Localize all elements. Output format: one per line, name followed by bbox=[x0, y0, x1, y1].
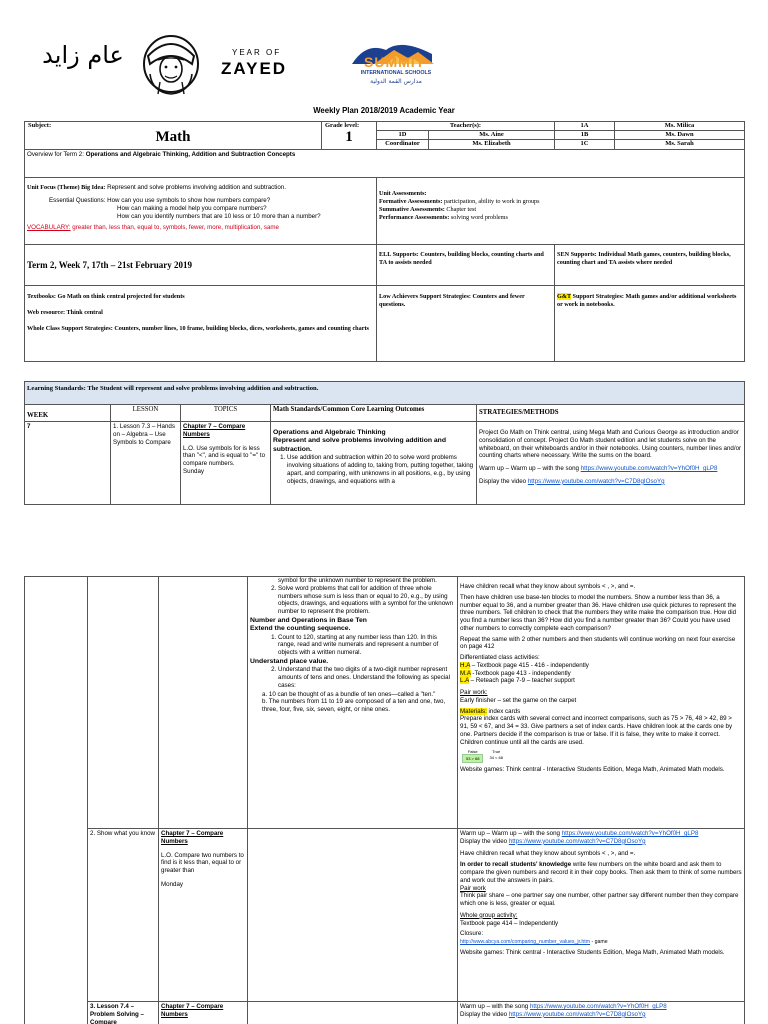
pair-work-2-label: Pair work bbox=[460, 884, 486, 892]
website-games-2-text: Website games: Think central - Interactive Students Edition, Mega Math, Animated Math models. bbox=[460, 948, 725, 956]
unit-focus-text: Represent and solve problems involving addition and subtraction. bbox=[107, 184, 286, 192]
summative-label: Summative Assessments: bbox=[379, 205, 445, 213]
essential-questions-label: Essential Questions: bbox=[49, 197, 106, 204]
place-value-a: a. 10 can be thought of as a bundle of ten ones—called a "ten." bbox=[262, 690, 436, 698]
teacher-1b: Ms. Dawn bbox=[615, 131, 745, 140]
topic-1-continued bbox=[159, 577, 248, 829]
topic-2-lo: L.O. Compare two numbers to find is it less than, equal to or greater than bbox=[161, 851, 244, 874]
sen-supports-cell: SEN Supports: Individual Math games, counters, building blocks, counting chart and TA assists where needed bbox=[555, 245, 745, 286]
index-cards-text: Prepare index cards with several correct and incorrect comparisons, such as 75 > 76, 48 > 42, 89 > 91, 59 < 67, and 34 = 33. Give partners a set of index cards. Have children look at the cards one by one. Partners decide if the comparison is true or false. If it is false, they write to make it correct. Children continue until all the cards are used. bbox=[460, 715, 733, 746]
international-schools-text: INTERNATIONAL SCHOOLS bbox=[360, 70, 432, 76]
header-lesson: LESSON bbox=[111, 405, 181, 422]
vocabulary-label: VOCABULARY: bbox=[27, 224, 71, 232]
place-value-b: b. The numbers from 11 to 19 are composed of a ten and one, two, three, four, five, six, seven, eight, or nine ones. bbox=[262, 698, 446, 714]
sheikh-zayed-portrait-icon bbox=[138, 34, 204, 96]
whole-class-support-text: Whole Class Support Strategies: Counters, number lines, 10 frame, building blocks, dices, worksheets, games and counting charts bbox=[27, 324, 369, 332]
gt-supports-text: Support Strategies: Math games and/or additional worksheets or work in notebooks. bbox=[557, 293, 737, 308]
nbt-subtitle: Extend the counting sequence. bbox=[250, 625, 351, 633]
topic-2-cell bbox=[159, 829, 248, 1002]
term-week-cell: Term 2, Week 7, 17th – 21st February 2019 bbox=[25, 245, 377, 286]
gt-highlight: G&T bbox=[557, 293, 571, 301]
unit-focus-cell bbox=[25, 178, 377, 245]
grade-value: 1 bbox=[345, 129, 353, 146]
recall-symbols-text: Have children recall what they know about symbols < , >, and =. bbox=[460, 583, 636, 590]
place-value-item-2: 2. Understand that the two digits of a two-digit number represent amounts of tens and ones. Understand the following as special cases: bbox=[278, 666, 455, 689]
year-of-text: YEAR OF bbox=[232, 48, 282, 57]
topic-2-day: Monday bbox=[161, 880, 184, 888]
strategy-1-intro: Project Go Math on Think central, using Mega Math and Curious George as introduction and/or consolidation of concept. Project Go Math student edition and let students solve on the whiteboard, on their whiteboards and/or in their notebooks. Using counters, number lines and/or counting charts where necessary. Write the sums on the board. bbox=[479, 429, 742, 460]
essential-question-1: How can you use symbols to show how numbers compare? bbox=[107, 197, 271, 204]
true-card: 34 < 68 bbox=[489, 755, 503, 761]
plan-table-page2 bbox=[24, 576, 745, 1024]
coordinator-name: Ms. Elizabeth bbox=[429, 140, 555, 150]
ma-text: -Textbook page 413 - independently bbox=[470, 669, 571, 677]
standards-3-cell bbox=[248, 1002, 458, 1024]
header-week: WEEK bbox=[25, 405, 111, 422]
warmup-2-text: Warm up – Warm up – with the song bbox=[460, 830, 560, 837]
grade-label: Grade level: bbox=[325, 122, 360, 129]
vocabulary-list: greater than, less than, equal to, symbols, fewer, more, multiplication, same bbox=[72, 224, 279, 232]
display-video-3-text: Display the video bbox=[460, 1010, 508, 1018]
closure-game-link[interactable]: http://www.abcya.com/comparing_number_values_jr.htm bbox=[460, 939, 591, 945]
early-finisher-text: Early finisher – set the game on the carpet bbox=[460, 696, 577, 704]
materials-text: index cards bbox=[486, 707, 521, 715]
page-title: Weekly Plan 2018/2019 Academic Year bbox=[313, 106, 455, 115]
true-false-cards-image bbox=[462, 749, 742, 763]
warmup-3-text: Warm up – with the song bbox=[460, 1003, 529, 1010]
strategies-continued-cell bbox=[458, 577, 745, 829]
teacher-1a: Ms. Milica bbox=[615, 122, 745, 131]
video-link-3[interactable]: https://www.youtube.com/watch?v=C7D8gIOsoYg bbox=[508, 1010, 646, 1018]
song-link[interactable]: https://www.youtube.com/watch?v=YhOf0H_gLP8 bbox=[580, 465, 718, 472]
standard-item-1-continued: symbol for the unknown number to represent the problem. bbox=[278, 577, 437, 584]
video-link[interactable]: https://www.youtube.com/watch?v=C7D8gIOsoYg bbox=[527, 477, 665, 485]
display-video-text: Display the video bbox=[479, 477, 527, 485]
info-table bbox=[24, 121, 745, 362]
summit-logo bbox=[342, 40, 450, 90]
class-1a: 1A bbox=[555, 122, 615, 131]
lesson-2-cell: 2. Show what you know bbox=[88, 829, 159, 1002]
closure-game-suffix: - game bbox=[590, 939, 608, 945]
order-recall-bold: In order to recall students' knowledge bbox=[460, 861, 572, 869]
overview-prefix: Overview for Term 2: bbox=[27, 151, 84, 159]
place-value-title: Understand place value. bbox=[250, 657, 329, 665]
strategies-1-cell bbox=[477, 422, 745, 505]
arabic-calligraphy: عام زايد bbox=[42, 41, 124, 69]
header-topics: TOPICS bbox=[181, 405, 271, 422]
overview-cell bbox=[25, 150, 745, 178]
gt-supports-cell bbox=[555, 286, 745, 362]
lesson-3-cell bbox=[88, 1002, 159, 1024]
pair-work-label: Pair work: bbox=[460, 689, 488, 696]
standard-item-1: 1. Use addition and subtraction within 20 to solve word problems involving situations of adding to, taking from, putting together, taking apart, and comparing, with unknowns in all positions, e.g., by using objects, drawings, and equations with a bbox=[287, 454, 474, 485]
zayed-text: ZAYED bbox=[221, 59, 288, 78]
la-text: – Reteach page 7-9 – teacher support bbox=[468, 677, 575, 685]
topic-1-lo: L.O. Use symbols for is less than "<", and is equal to "=" to compare numbers. bbox=[183, 444, 266, 467]
essential-question-3: How can you identify numbers that are 10 less or 10 more than a number? bbox=[117, 212, 321, 220]
class-1d: 1D bbox=[377, 131, 429, 140]
topic-3-cell bbox=[159, 1002, 248, 1024]
formative-text: participation, ability to work in groups bbox=[443, 198, 540, 205]
nbt-item-1: 1. Count to 120, starting at any number less than 120. In this range, read and write numerals and represent a number of objects with a written numeral. bbox=[278, 634, 455, 657]
repeat-text: Repeat the same with 2 other numbers and then students will continue working on next four exercise on page 412 bbox=[460, 635, 736, 651]
year-of-zayed-logo bbox=[30, 34, 320, 94]
resources-cell bbox=[25, 286, 377, 362]
unit-focus-label: Unit Focus (Theme) Big Idea: bbox=[27, 184, 106, 192]
recall-symbols-2-text: Have children recall what they know about symbols < , >, and =. bbox=[460, 849, 636, 857]
standard-item-2: 2. Solve word problems that call for addition of three whole numbers whose sum is less than or equal to 20, e.g., by using objects, drawings, and equations with a symbol for the unknown number to represent the problem. bbox=[278, 585, 455, 616]
assessments-cell bbox=[377, 178, 745, 245]
subject-label: Subject: bbox=[28, 122, 52, 129]
teachers-label: Teacher(s): bbox=[377, 122, 555, 131]
nbt-title: Number and Operations in Base Ten bbox=[250, 616, 367, 624]
false-card: 53 > 68 bbox=[462, 754, 483, 763]
true-label: True bbox=[492, 749, 501, 755]
learning-standards-row: Learning Standards: The Student will represent and solve problems involving addition and subtraction. bbox=[25, 382, 745, 405]
essential-question-2: How can making a model help you compare numbers? bbox=[117, 204, 267, 212]
lesson-1-cell bbox=[111, 422, 181, 505]
textbooks-text: Textbooks: Go Math on think central projected for students bbox=[27, 293, 185, 301]
subject-value: Math bbox=[155, 129, 191, 146]
performance-label: Performance Assessments: bbox=[379, 213, 450, 221]
oat-title: Operations and Algebraic Thinking bbox=[273, 429, 386, 436]
unit-assessments-label: Unit Assessments: bbox=[379, 190, 427, 198]
song-link-2[interactable]: https://www.youtube.com/watch?v=YhOf0H_gLP8 bbox=[561, 830, 699, 837]
display-video-2-text: Display the video bbox=[460, 837, 508, 845]
formative-label: Formative Assessments: bbox=[379, 198, 443, 205]
false-label: False bbox=[467, 749, 478, 755]
website-games-text: Website games: Think central - Interactive Students Edition, Mega Math, Animated Math models. bbox=[460, 766, 725, 774]
low-achievers-cell: Low Achievers Support Strategies: Counters and fewer questions. bbox=[377, 286, 555, 362]
standards-1-cell bbox=[271, 422, 477, 505]
topic-2-title: Chapter 7 – Compare Numbers bbox=[161, 830, 224, 845]
header-strategies: STRATEGIES/METHODS bbox=[477, 405, 745, 422]
closure-label: Closure: bbox=[460, 930, 484, 938]
subject-cell bbox=[25, 122, 322, 150]
standards-2-cell bbox=[248, 829, 458, 1002]
class-1c: 1C bbox=[555, 140, 615, 150]
textbook-414-text: Textbook page 414 – Independently bbox=[460, 919, 559, 927]
teacher-1c: Ms. Sarah bbox=[615, 140, 745, 150]
header-standards: Math Standards/Common Core Learning Outcomes bbox=[271, 405, 477, 422]
warmup-text: Warm up – Warm up – with the song bbox=[479, 465, 579, 472]
base-ten-text: Then have children use base-ten blocks to model the numbers. Show a number less than 36, a number equal to 36, and a number greater than 36. Have children use quick pictures to represent the three numbers. Tell children to check that the numbers they write make the comparison true. How did you find a number less than 36? How did you find a number greater than 36? Could you have used other numbers to correctly complete each comparison? bbox=[460, 593, 737, 632]
song-link-3[interactable]: https://www.youtube.com/watch?v=YhOf0H_gLP8 bbox=[529, 1003, 667, 1010]
lesson-3-title: 3. Lesson 7.4 – Problem Solving – Compare bbox=[90, 1003, 144, 1024]
summit-text: SUMMIT bbox=[364, 54, 426, 70]
ha-text: – Textbook page 415 - 416 - independently bbox=[469, 661, 589, 669]
think-pair-share-text: Think pair share – one partner say one number, other partner say different number then they compare which one is less, greater or equal. bbox=[460, 892, 739, 907]
teacher-1d: Ms. Aine bbox=[429, 131, 555, 140]
plan-table-page1 bbox=[24, 381, 745, 505]
lesson-1-title: 1. Lesson 7.3 – Hands on – Algebra – Use Symbols to Compare bbox=[113, 423, 175, 446]
topic-3-title: Chapter 7 – Compare Numbers bbox=[161, 1003, 224, 1018]
strategies-2-cell bbox=[458, 829, 745, 1002]
standards-continued-cell bbox=[248, 577, 458, 829]
grade-cell bbox=[322, 122, 377, 150]
ha-highlight: H.A bbox=[460, 661, 470, 669]
lesson-1-continued bbox=[88, 577, 159, 829]
class-1b: 1B bbox=[555, 131, 615, 140]
materials-highlight: Materials: bbox=[460, 707, 487, 715]
differentiated-label: Differentiated class activities: bbox=[460, 654, 540, 661]
summative-text: Chapter test bbox=[446, 205, 477, 213]
topic-1-cell bbox=[181, 422, 271, 505]
week-continuation-cell bbox=[25, 577, 88, 1024]
whole-group-label: Whole group activity: bbox=[460, 911, 518, 919]
oat-subtitle: Represent and solve problems involving addition and subtraction. bbox=[273, 437, 446, 453]
strategies-3-cell bbox=[458, 1002, 745, 1024]
la-highlight: L.A bbox=[460, 677, 469, 685]
ma-highlight: M.A bbox=[460, 669, 471, 677]
overview-topics: Operations and Algebraic Thinking, Addition and Subtraction Concepts bbox=[85, 151, 296, 159]
coordinator-label: Coordinator bbox=[377, 140, 429, 150]
order-recall-text: write few numbers on the white board and ask them to compare the given numbers and record it in their copy books. Then ask them to think of some numbers and work out the answers in pairs. bbox=[460, 861, 742, 884]
topic-1-day: Sunday bbox=[183, 467, 204, 475]
week-number: 7 bbox=[25, 422, 111, 505]
ell-supports-cell: ELL Supports: Counters, building blocks, counting charts and TA to assists needed bbox=[377, 245, 555, 286]
performance-text: solving word problems bbox=[450, 213, 508, 221]
summit-arabic-text: مدارس القمة الدولية bbox=[370, 78, 422, 85]
topic-1-title: Chapter 7 – Compare Numbers bbox=[183, 423, 246, 438]
video-link-2[interactable]: https://www.youtube.com/watch?v=C7D8gIOsoYg bbox=[508, 837, 646, 845]
web-resource-text: Web resource: Think central bbox=[27, 309, 103, 316]
